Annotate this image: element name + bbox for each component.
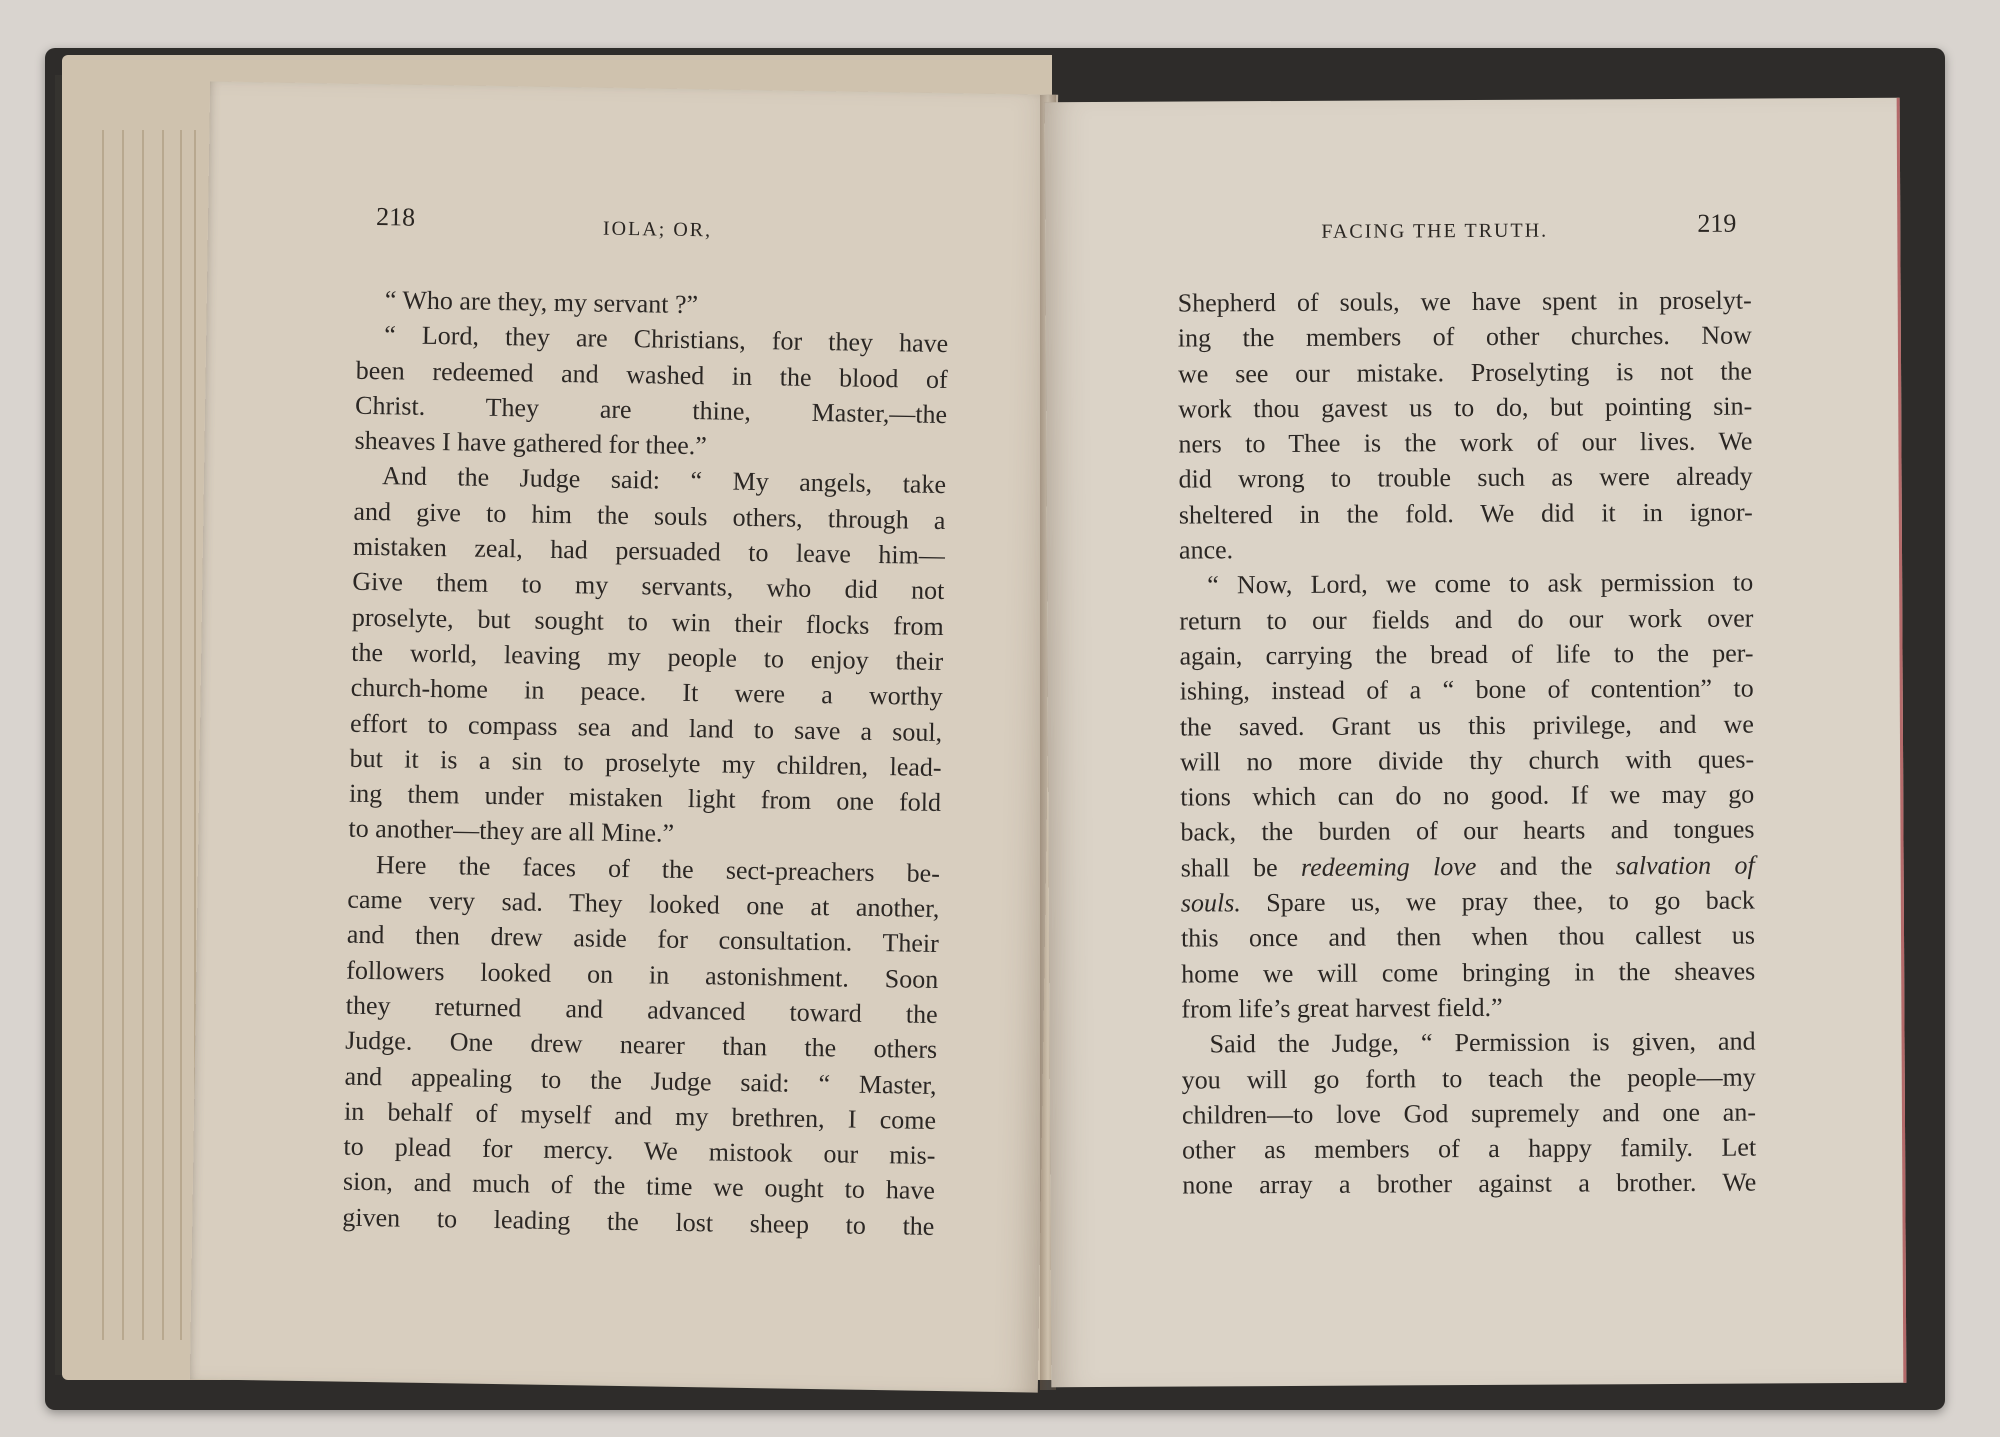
text-line: Christ. They are thine, Master,—the: [354, 390, 948, 429]
text-line: home we will come bringing in the sheaves: [1181, 956, 1756, 989]
text-line: came very sad. They looked one at another,: [347, 884, 940, 924]
text-line: to another—they are all Mine.”: [348, 814, 675, 849]
text-line: will no more divide thy church with ques-: [1180, 744, 1755, 777]
text-line: they returned and advanced toward the: [345, 990, 938, 1029]
text-line: sheltered in the fold. We did it in ignor-: [1178, 497, 1753, 530]
right-page-number: 219: [1697, 208, 1737, 238]
text-line: church-home in peace. It were a worthy: [350, 672, 943, 712]
text-line: ing the members of other churches. Now: [1177, 320, 1752, 353]
text-line: Here the faces of the sect-preachers be-: [375, 849, 941, 888]
text-line: Shepherd of souls, we have spent in proselyt-: [1177, 285, 1752, 318]
text-line: in behalf of myself and my brethren, I come: [343, 1096, 937, 1135]
text-line: “ Who are they, my servant ?”: [384, 285, 699, 320]
text-line: none array a brother against a brother. We: [1182, 1167, 1757, 1200]
text-line: you will go forth to teach the people—my: [1181, 1062, 1756, 1095]
right-running-head: FACING THE TRUTH.: [1321, 219, 1549, 243]
text-line: been redeemed and washed in the blood of: [355, 355, 948, 394]
text-line: followers looked on in astonishment. Soon: [346, 955, 939, 994]
text-line: effort to compass sea and land to save a soul,: [349, 708, 943, 747]
text-line: from life’s great harvest field.”: [1181, 992, 1503, 1024]
right-page-text: [1178, 283, 1757, 1204]
text-line: Give them to my servants, who did not: [352, 567, 945, 606]
text-line: sheaves I have gathered for thee.”: [354, 425, 708, 461]
text-line: proselyte, but sought to win their flocks from: [351, 602, 945, 641]
text-line: mistaken zeal, had persuaded to leave him—: [352, 531, 946, 571]
text-line: Judge. One drew nearer than the others: [344, 1025, 938, 1065]
text-line: and appealing to the Judge said: “ Master,: [344, 1061, 937, 1100]
left-page: [190, 81, 1058, 1392]
right-page: [1045, 98, 1907, 1387]
text-line: the saved. Grant us this privilege, and we: [1179, 709, 1754, 742]
left-page-number: 218: [375, 202, 416, 232]
text-line: shall be redeeming love and the salvation of: [1180, 850, 1755, 883]
text-line: we see our mistake. Proselyting is not the: [1177, 356, 1753, 389]
text-line: to plead for mercy. We mistook our mis-: [343, 1131, 936, 1171]
text-line: “ Now, Lord, we come to ask permission to: [1207, 567, 1754, 600]
text-line: And the Judge said: “ My angels, take: [381, 461, 947, 500]
text-line: ing them under mistaken light from one fold: [348, 778, 942, 818]
text-line: and then drew aside for consultation. Their: [346, 920, 940, 959]
left-running-head: IOLA; OR,: [602, 217, 713, 242]
text-line: and give to him the souls others, through a: [353, 496, 946, 535]
text-line: ners to Thee is the work of our lives. We: [1178, 426, 1753, 459]
text-line: the world, leaving my people to enjoy their: [351, 637, 944, 676]
text-line: Said the Judge, “ Permission is given, and: [1209, 1026, 1756, 1059]
text-line: but it is a sin to proselyte my children, lead-: [349, 743, 942, 782]
text-line: back, the burden of our hearts and tongues: [1180, 814, 1755, 847]
text-line: other as members of a happy family. Let: [1182, 1132, 1757, 1165]
text-line: return to our fields and do our work over: [1179, 603, 1754, 636]
left-page-text: [342, 282, 949, 1244]
text-line: ance.: [1178, 535, 1234, 565]
text-line: given to leading the lost sheep to the: [342, 1202, 935, 1241]
text-line: sion, and much of the time we ought to have: [342, 1167, 936, 1206]
text-line: did wrong to trouble such as were already: [1178, 462, 1753, 495]
text-line: this once and then when thou callest us: [1180, 920, 1756, 953]
text-line: children—to love God supremely and one an-: [1181, 1097, 1757, 1130]
text-line: again, carrying the bread of life to the per-: [1179, 638, 1754, 671]
text-line: “ Lord, they are Christians, for they have: [384, 320, 949, 359]
text-line: ishing, instead of a “ bone of contention” to: [1179, 673, 1754, 706]
text-line: tions which can do no good. If we may go: [1180, 779, 1755, 812]
text-line: souls. Spare us, we pray thee, to go back: [1180, 885, 1755, 918]
text-line: work thou gavest us to do, but pointing sin-: [1178, 391, 1753, 424]
